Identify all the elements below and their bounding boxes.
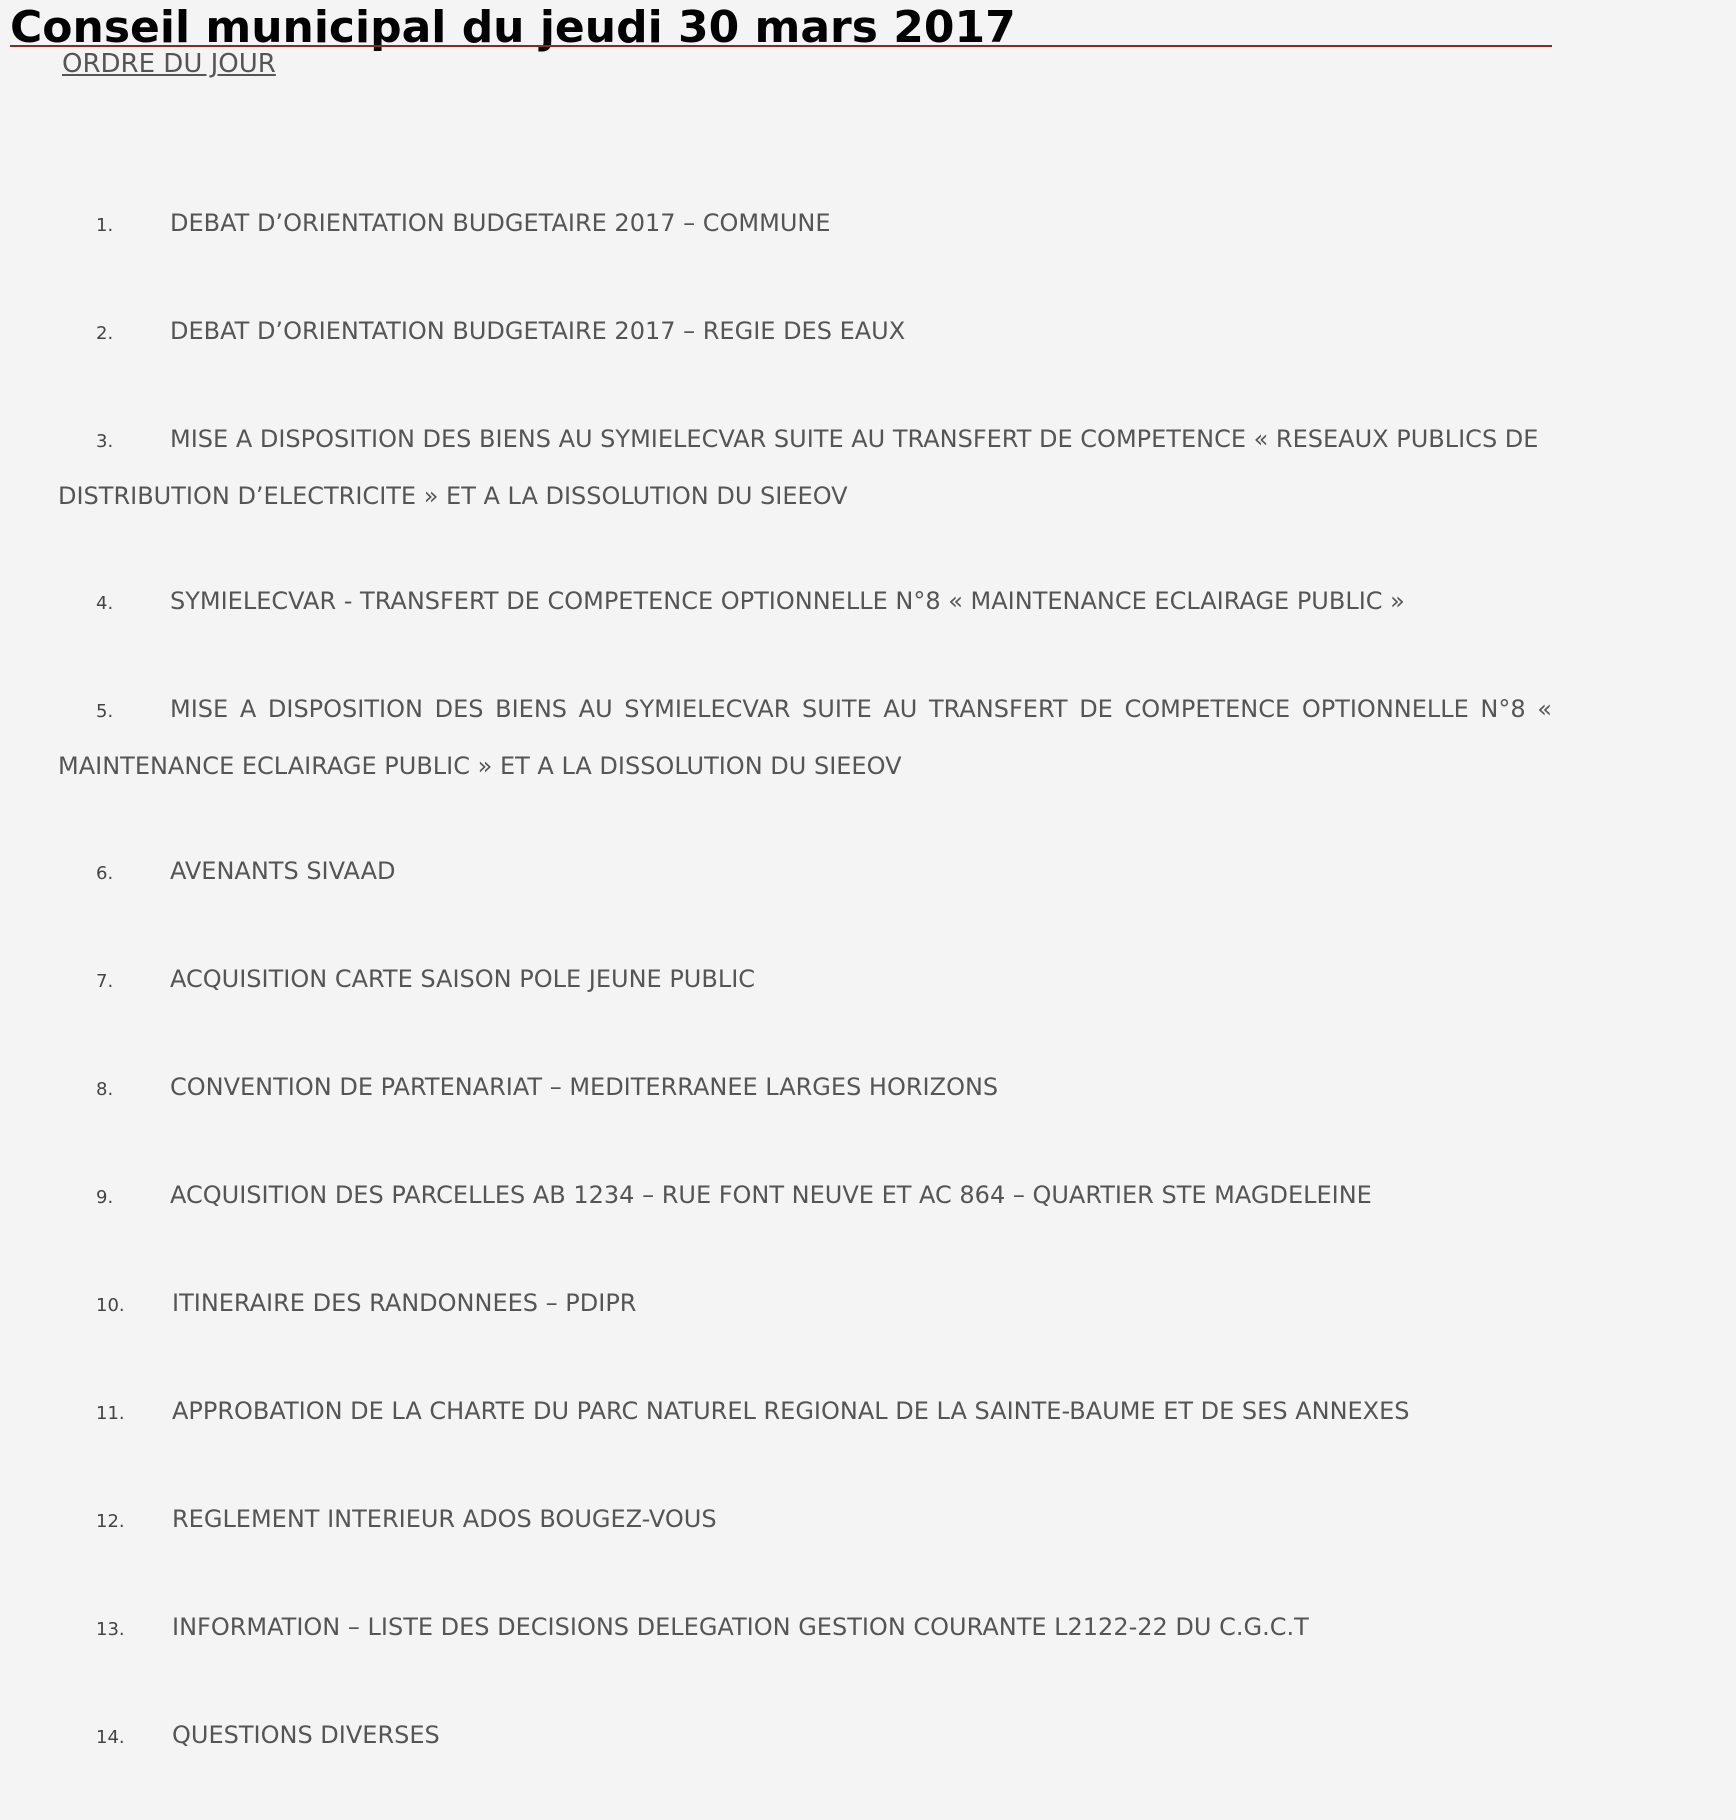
item-number: 4. <box>96 593 114 614</box>
item-text: MISE A DISPOSITION DES BIENS AU SYMIELECVAR SUITE AU TRANSFERT DE COMPETENCE « RESEAUX PUBLICS DE DISTRIBUTION D’ELECTRICITE » ET A LA DISSOLUTION DU SIEEOV <box>58 425 1539 510</box>
item-text: CONVENTION DE PARTENARIAT – MEDITERRANEE LARGES HORIZONS <box>170 1073 999 1101</box>
item-number: 1. <box>96 215 114 236</box>
item-number: 3. <box>96 431 114 452</box>
item-number: 11. <box>96 1403 125 1424</box>
agenda-item <box>58 196 1552 253</box>
item-number: 10. <box>96 1295 125 1316</box>
item-number: 5. <box>96 701 114 722</box>
item-number: 9. <box>96 1187 114 1208</box>
agenda-item <box>58 1600 1552 1657</box>
item-text: ACQUISITION DES PARCELLES AB 1234 – RUE FONT NEUVE ET AC 864 – QUARTIER STE MAGDELEINE <box>170 1181 1372 1209</box>
title-underline <box>10 45 1552 47</box>
agenda-item <box>58 952 1552 1009</box>
item-text: SYMIELECVAR - TRANSFERT DE COMPETENCE OPTIONNELLE N°8 « MAINTENANCE ECLAIRAGE PUBLIC » <box>170 587 1405 615</box>
item-text: MISE A DISPOSITION DES BIENS AU SYMIELECVAR SUITE AU TRANSFERT DE COMPETENCE OPTIONNELLE N°8 « MAINTENANCE ECLAIRAGE PUBLIC » ET A LA DISSOLUTION DU SIEEOV <box>58 695 1552 780</box>
item-text: DEBAT D’ORIENTATION BUDGETAIRE 2017 – REGIE DES EAUX <box>170 317 906 345</box>
item-number: 7. <box>96 971 114 992</box>
agenda-item <box>58 844 1552 901</box>
agenda-item <box>58 1384 1552 1441</box>
item-text: DEBAT D’ORIENTATION BUDGETAIRE 2017 – COMMUNE <box>170 209 831 237</box>
page-title: Conseil municipal du jeudi 30 mars 2017 <box>10 2 1016 53</box>
item-number: 6. <box>96 863 114 884</box>
item-text: REGLEMENT INTERIEUR ADOS BOUGEZ-VOUS <box>172 1505 717 1533</box>
item-text: INFORMATION – LISTE DES DECISIONS DELEGATION GESTION COURANTE L2122-22 DU C.G.C.T <box>172 1613 1309 1641</box>
item-text: APPROBATION DE LA CHARTE DU PARC NATUREL REGIONAL DE LA SAINTE-BAUME ET DE SES ANNEXES <box>172 1397 1410 1425</box>
agenda-item <box>58 682 1552 793</box>
agenda-item <box>58 574 1552 631</box>
agenda-item <box>58 1168 1552 1225</box>
agenda-heading-link[interactable]: ORDRE DU JOUR <box>62 49 276 79</box>
agenda-item <box>58 1276 1552 1333</box>
item-number: 2. <box>96 323 114 344</box>
agenda-item <box>58 412 1552 523</box>
item-number: 14. <box>96 1727 125 1748</box>
agenda-item <box>58 304 1552 361</box>
item-text: AVENANTS SIVAAD <box>170 857 396 885</box>
item-text: ACQUISITION CARTE SAISON POLE JEUNE PUBLIC <box>170 965 756 993</box>
agenda-item <box>58 1708 1552 1765</box>
agenda-item <box>58 1060 1552 1117</box>
item-text: ITINERAIRE DES RANDONNEES – PDIPR <box>172 1289 637 1317</box>
item-number: 13. <box>96 1619 125 1640</box>
item-number: 12. <box>96 1511 125 1532</box>
item-text: QUESTIONS DIVERSES <box>172 1721 440 1749</box>
agenda-item <box>58 1492 1552 1549</box>
item-number: 8. <box>96 1079 114 1100</box>
